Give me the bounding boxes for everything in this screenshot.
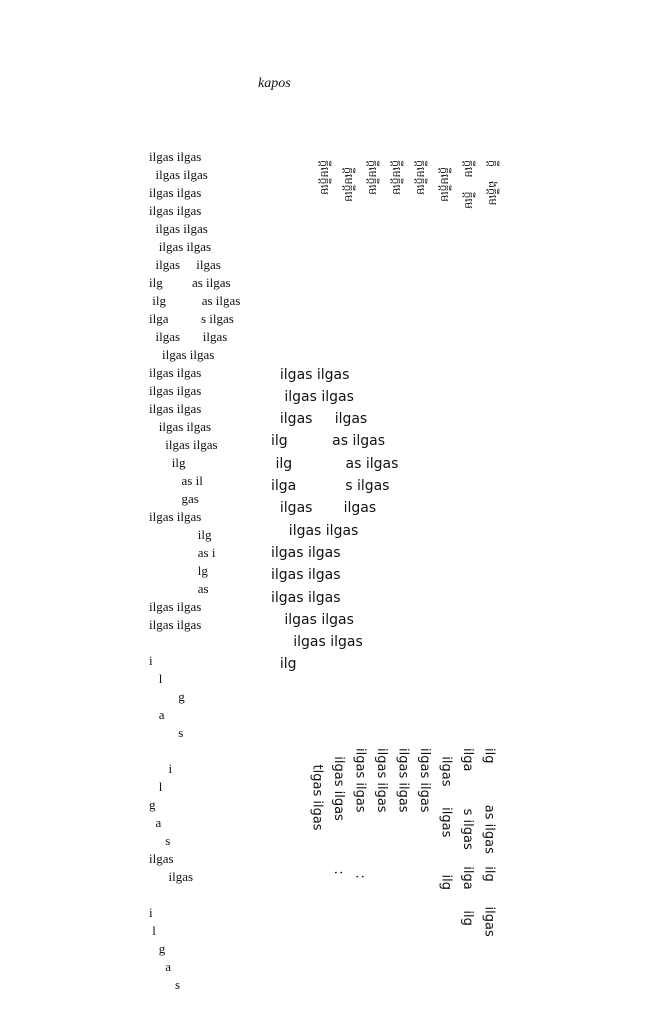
left-column-line: ilgas ilgas	[149, 221, 208, 236]
left-column-line: ilgas ilgas	[149, 365, 202, 380]
left-column-line	[149, 742, 240, 760]
khmer-block-line: ក្តីមេក្តីមេ	[414, 160, 427, 195]
left-column-line: s	[149, 977, 181, 992]
khmer-block-line: ក្តីមេក្តីមេ	[438, 160, 451, 202]
bottom-vertical-line: ilgas ilgas ilg	[438, 748, 454, 891]
khmer-block-line: ក្តីមេក្តីមេ	[318, 160, 331, 195]
left-column-line: as	[149, 581, 209, 596]
left-column-line: ilg	[149, 455, 186, 470]
left-column-line: g	[149, 797, 156, 812]
left-column-line: ilgas ilgas	[149, 149, 202, 164]
left-column-line: a	[149, 707, 165, 722]
left-column-line: ilg as ilgas	[149, 275, 231, 290]
left-column-line: as il	[149, 473, 203, 488]
left-column-line: s	[149, 725, 184, 740]
bottom-vertical-line: ilgas ilgas	[417, 748, 432, 813]
left-column-line: i	[149, 653, 153, 668]
left-column-line: ilgas ilgas	[149, 599, 202, 614]
left-column-line: ilg as ilgas	[149, 293, 241, 308]
left-column-line: gas	[149, 491, 199, 506]
left-column-line: ilgas ilgas	[149, 509, 202, 524]
bottom-vertical-line: ilgas ilgas	[374, 748, 389, 813]
left-column-line: a	[149, 959, 172, 974]
middle-column-line: ilgas ilgas	[271, 500, 377, 517]
left-column-line: l	[149, 923, 156, 938]
middle-poem-column	[271, 319, 398, 676]
left-column-line: ilgas	[149, 869, 194, 884]
bottom-vertical-line: ilgas ilgas :	[352, 748, 368, 879]
khmer-block-line: ក្តីមេក្តីមេ	[342, 160, 355, 202]
middle-column-line: ilgas ilgas	[271, 388, 354, 405]
middle-column-line: ilg as ilgas	[271, 433, 386, 450]
middle-column-line: ilgas ilgas	[271, 589, 341, 606]
bottom-vertical-block	[306, 748, 543, 937]
left-column-line: lg	[149, 563, 208, 578]
left-column-line: s	[149, 833, 171, 848]
left-column-line: ilgas ilgas	[149, 167, 208, 182]
middle-column-line: ilgas ilgas	[271, 544, 341, 561]
left-column-line: ilg	[149, 527, 212, 542]
middle-column-line: ilgas ilgas	[271, 411, 368, 428]
left-column-line: a	[149, 815, 162, 830]
left-column-line: ilgas ilgas	[149, 239, 212, 254]
left-column-line: ilgas ilgas	[149, 257, 221, 272]
left-column-line: as i	[149, 545, 216, 560]
left-column-line	[149, 886, 240, 904]
left-column-line	[149, 634, 240, 652]
bottom-vertical-line: ilga s ilgas ilga ilg	[460, 748, 475, 926]
middle-column-line: ilgas ilgas	[271, 611, 354, 628]
left-column-line: g	[149, 941, 166, 956]
page-title: kapos	[258, 76, 291, 91]
left-column-line: ilgas	[149, 851, 174, 866]
left-column-line: l	[149, 671, 163, 686]
left-column-line: ilgas ilgas	[149, 203, 202, 218]
left-column-line: g	[149, 689, 185, 704]
middle-column-line: ilgas ilgas	[271, 634, 363, 651]
middle-column-line: ilgas ilgas	[271, 567, 341, 584]
left-column-line: ilga s ilgas	[149, 311, 234, 326]
khmer-block-line: ក្តីមេក្តីមេ	[390, 160, 403, 195]
bottom-vertical-line: ilgas ilgas :	[331, 748, 346, 875]
left-column-line: ilgas ilgas	[149, 617, 202, 632]
khmer-block-line: ក្តីមេក្តីមេ	[366, 160, 379, 195]
khmer-vertical-block	[312, 160, 552, 250]
khmer-block-line: ក្តី ងក្តីមេ	[486, 160, 499, 206]
bottom-vertical-line: tlgas ilgas	[309, 748, 325, 831]
left-poem-column	[149, 112, 240, 994]
bottom-vertical-line: ilgas ilgas	[395, 748, 411, 813]
left-column-line: ilgas ilgas	[149, 401, 202, 416]
left-column-line: i	[149, 761, 173, 776]
middle-column-line: ilg	[271, 656, 297, 673]
middle-column-line: ilg as ilgas	[271, 455, 399, 472]
middle-column-line: ilgas ilgas	[271, 366, 350, 383]
middle-column-line: ilgas ilgas	[271, 522, 359, 539]
left-column-line: ilgas ilgas	[149, 347, 215, 362]
left-column-line: i	[149, 905, 153, 920]
left-column-line: ilgas ilgas	[149, 437, 218, 452]
left-column-line: ilgas ilgas	[149, 383, 202, 398]
khmer-block-line: ក្តីមេ ក្តីមេ	[462, 160, 475, 209]
left-column-line: ilgas ilgas	[149, 419, 212, 434]
left-column-line: l	[149, 779, 163, 794]
middle-column-line: ilga s ilgas	[271, 478, 390, 495]
left-column-line: ilgas ilgas	[149, 185, 202, 200]
left-column-line: ilgas ilgas	[149, 329, 228, 344]
bottom-vertical-line: ilg as ilgas ilg ilgas	[481, 748, 497, 937]
